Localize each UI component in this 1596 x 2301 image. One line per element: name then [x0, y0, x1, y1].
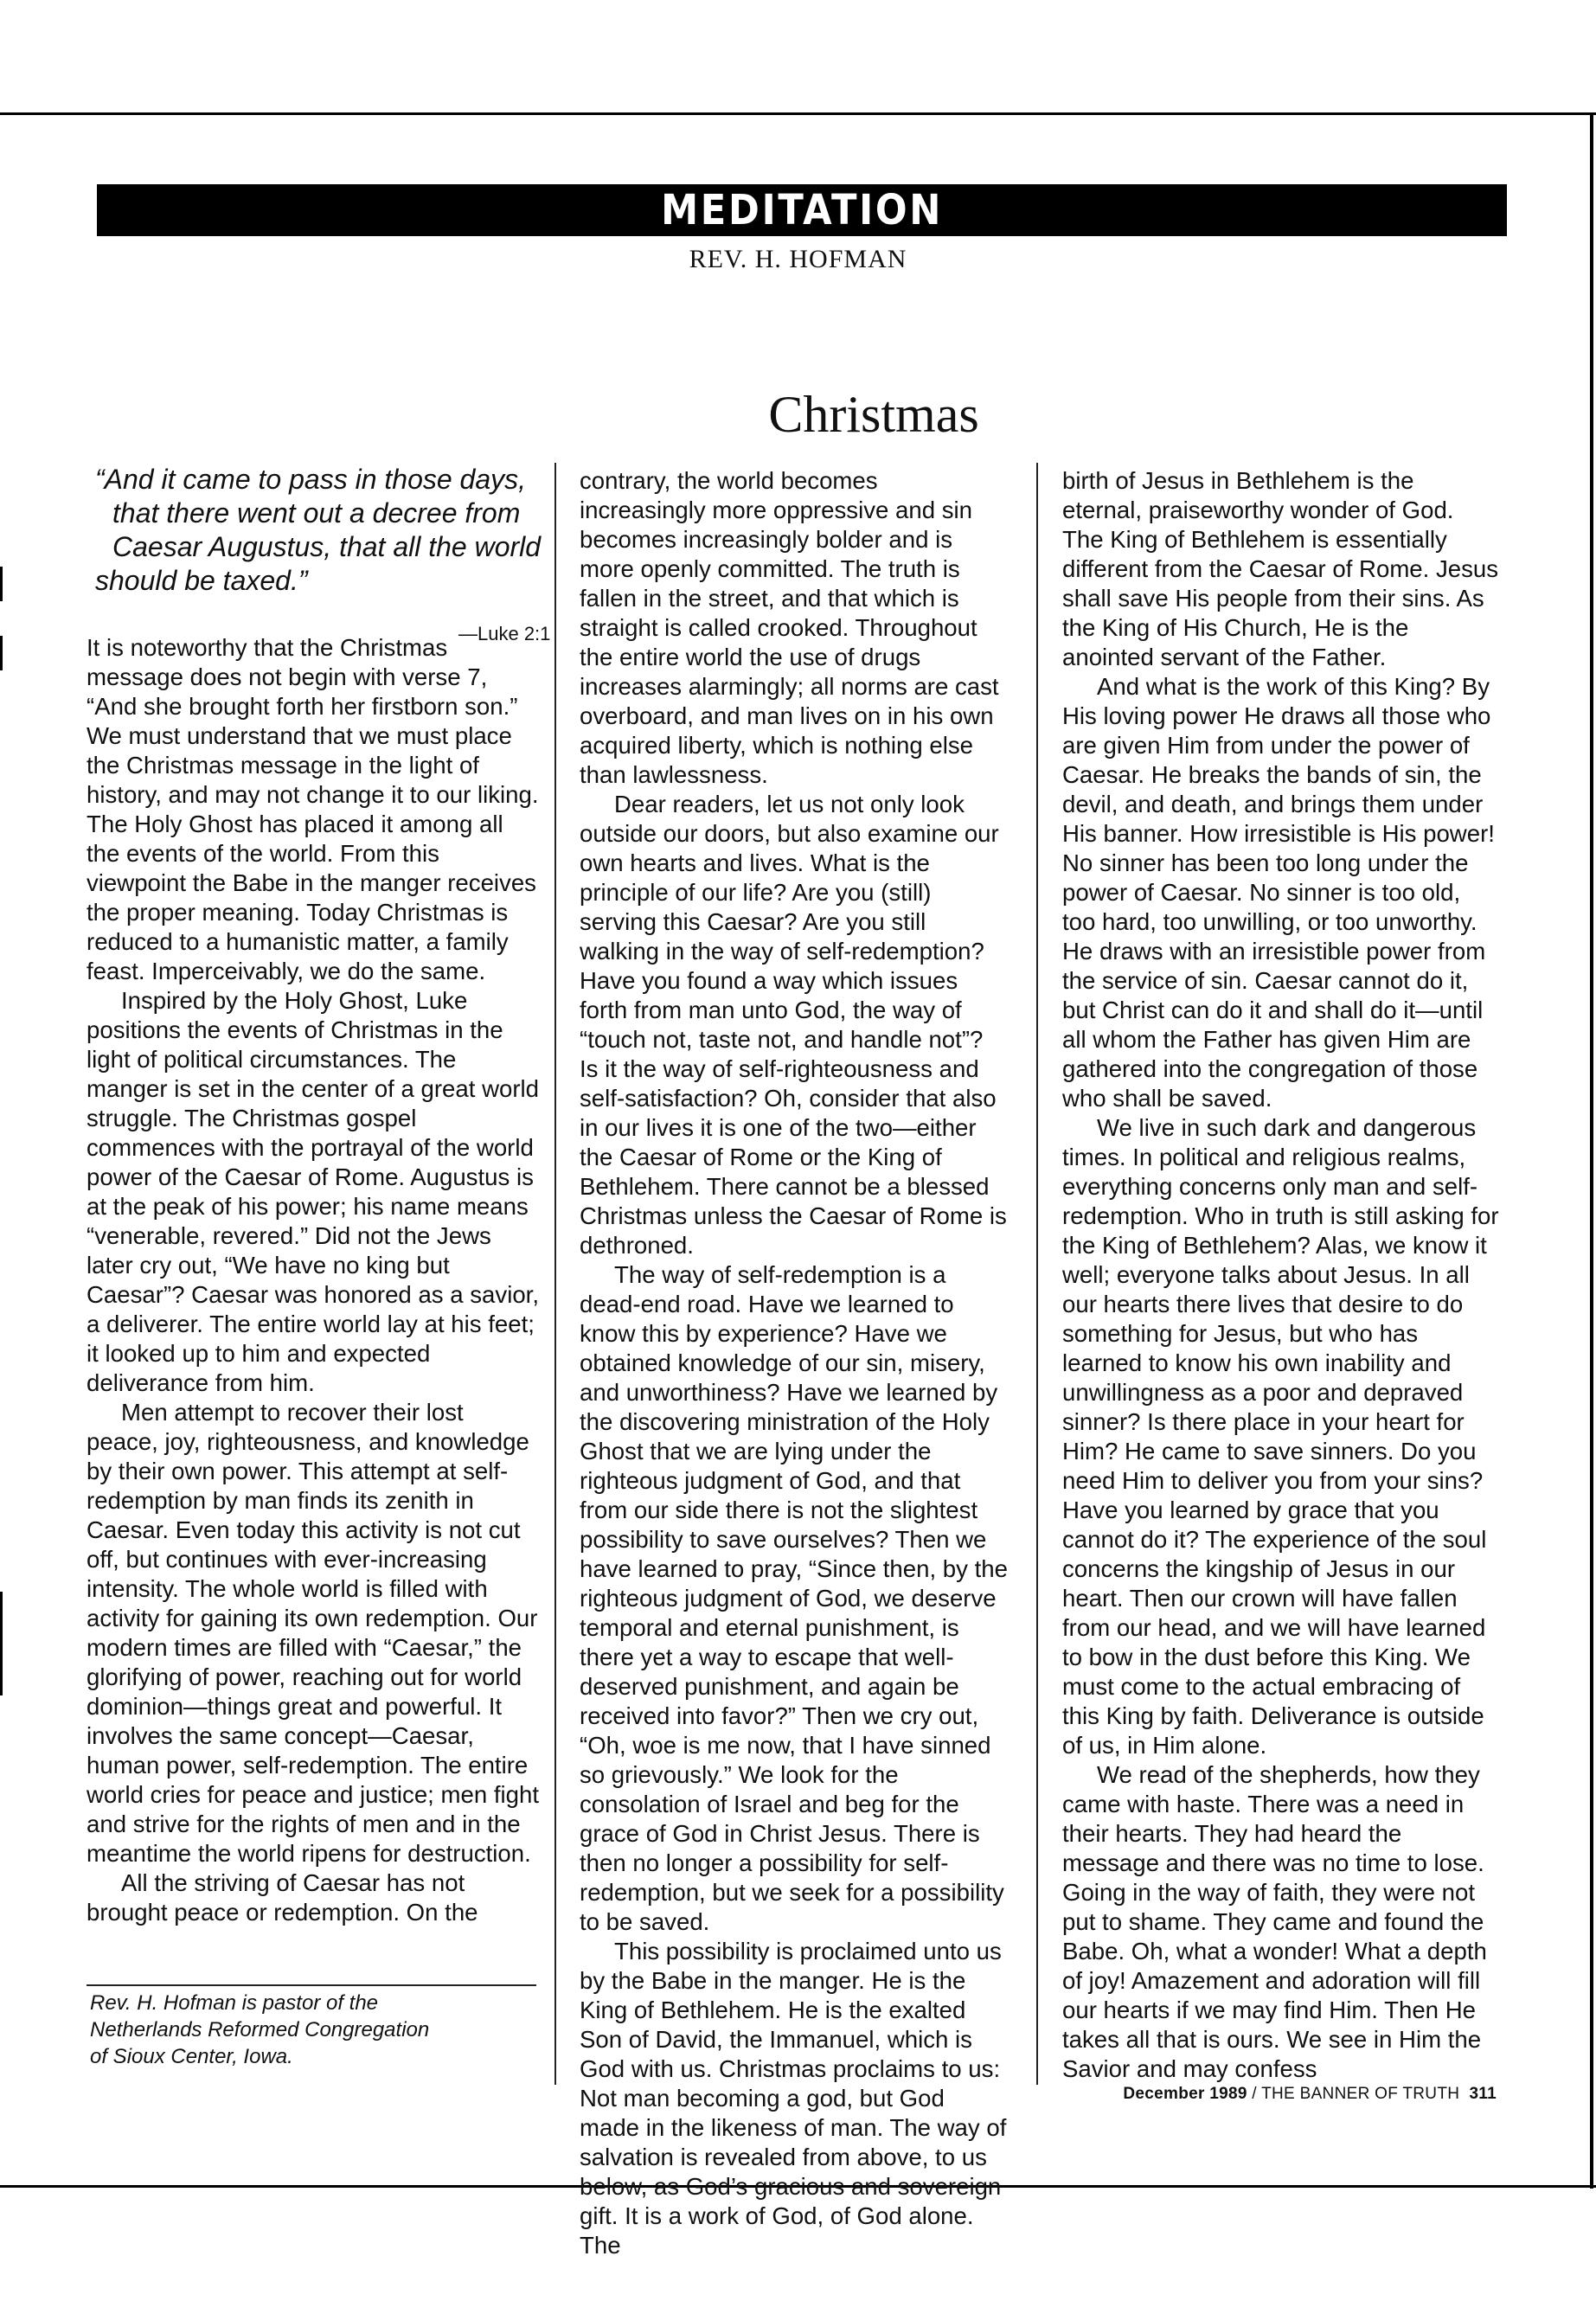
- paragraph: It is noteworthy that the Christmas message does not begin with verse 7, “And she brought forth her firstborn son.” We must understand that we must place the Christmas message in the light of history, and may not change it to our liking. The Holy Ghost has placed it among all the events of the world. From this viewpoint the Babe in the manger receives the proper meaning. Today Christmas is reduced to a humanistic matter, a family feast. Imperceivably, we do the same.: [87, 634, 539, 984]
- footer-date: December 1989: [1123, 2085, 1247, 2103]
- left-edge-mark: [0, 567, 3, 601]
- column-rule: [1036, 463, 1038, 2085]
- paragraph: We read of the shepherds, how they came with haste. There was a need in their hearts. They had heard the message and there was no time to lose. Going in the way of faith, they were not put to shame. They came and found the Babe. Oh, what a wonder! What a depth of joy! Amazement and adoration will fill our hearts if we may find Him. Then He takes all that is ours. We see in Him the Savior and may confess: [1062, 1761, 1487, 2082]
- section-title: MEDITATION: [660, 186, 944, 234]
- column-3: [1062, 466, 1499, 2084]
- paragraph: The way of self-redemption is a dead-end road. Have we learned to know this by experience? Have we obtained knowledge of our sin, misery, and unworthiness? Have we learned by the discovering ministration of the Holy Ghost that we are lying under the righteous judgment of God, and that from our side there is not the slightest possibility to save ourselves? Then we have learned to pray, “Since then, by the righteous judgment of God, we deserve temporal and eternal punishment, is there yet a way to escape that well-deserved punishment, and again be received into favor?” Then we cry out, “Oh, woe is me now, that I have sinned so grievously.” We look for the consolation of Israel and beg for the grace of God in Christ Jesus. There is then no longer a possibility for self-redemption, but we seek for a possibility to be saved.: [580, 1261, 1008, 1935]
- column-2: [580, 466, 1008, 2260]
- page-top-rule: [0, 112, 1596, 115]
- footnote-line: Rev. H. Hofman is pastor of the: [90, 1991, 379, 2015]
- author-footnote: [90, 1990, 540, 2070]
- paragraph: contrary, the world becomes increasingly more oppressive and sin becomes increasingly bolder and is more openly committed. The truth is fallen in the street, and that which is straight is called crooked. Throughout the entire world the use of drugs increases alarmingly; all norms are cast overboard, and man lives on in his own acquired liberty, which is nothing else than lawlessness.: [580, 467, 999, 788]
- paragraph: Inspired by the Holy Ghost, Luke positions the events of Christmas in the light of political circumstances. The manger is set in the center of a great world struggle. The Christmas gospel commences with the portrayal of the world power of the Caesar of Rome. Augustus is at the peak of his power; his name means “venerable, revered.” Did not the Jews later cry out, “We have no king but Caesar”? Caesar was honored as a savior, a deliverer. The entire world lay at his feet; it looked up to him and expected deliverance from him.: [87, 987, 540, 1396]
- epigraph: [95, 463, 545, 598]
- paragraph: And what is the work of this King? By His loving power He draws all those who are given Him from under the power of Caesar. He breaks the bands of sin, the devil, and death, and brings them under His banner. How irresistible is His power! No sinner has been too long under the power of Caesar. No sinner is too old, too hard, too unwilling, or too unworthy. He draws with an irresistible power from the service of sin. Caesar cannot do it, but Christ can do it and shall do it—until all whom the Father has given Him are gathered into the congregation of those who shall be saved.: [1062, 673, 1495, 1112]
- article-title: Christmas: [768, 386, 979, 443]
- author-byline: REV. H. HOFMAN: [689, 245, 907, 273]
- column-rule: [554, 463, 556, 2085]
- epigraph-reference: —Luke 2:1: [458, 623, 551, 644]
- paragraph: This possibility is proclaimed unto us by the Babe in the manger. He is the King of Bethlehem. He is the exalted Son of David, the Immanuel, which is God with us. Christmas proclaims to us: Not man becoming a god, but God made in the likeness of man. The way of salvation is revealed from above, to us below, as God’s gracious and sovereign gift. It is a work of God, of God alone. The: [580, 1938, 1007, 2259]
- paragraph: Men attempt to recover their lost peace, joy, righteousness, and knowledge by their own power. This attempt at self-redemption by man finds its zenith in Caesar. Even today this activity is not cut off, but continues with ever-increasing intensity. The whole world is filled with activity for gaining its own redemption. Our modern times are filled with “Caesar,” the glorifying of power, reaching out for world dominion—things great and powerful. It involves the same concept—Caesar, human power, self-redemption. The entire world cries for peace and justice; men fight and strive for the rights of men and in the meantime the world ripens for destruction.: [87, 1399, 540, 1867]
- paragraph: We live in such dark and dangerous times. In political and religious realms, everything concerns only man and self-redemption. Who in truth is still asking for the King of Bethlehem? Alas, we know it well; everyone talks about Jesus. In all our hearts there lives that desire to do something for Jesus, but who has learned to know his own inability and unwillingness as a poor and depraved sinner? Is there place in your heart for Him? He came to save sinners. Do you need Him to deliver you from your sins? Have you learned by grace that you cannot do it? The experience of the soul concerns the kingship of Jesus in our heart. Then our crown will have fallen from our head, and we will have learned to bow in the dust before this King. We must come to the actual embracing of this King by faith. Deliverance is outside of us, in Him alone.: [1062, 1114, 1499, 1759]
- left-edge-mark: [0, 636, 3, 670]
- footnote-rule: [87, 1984, 536, 1986]
- section-banner: [97, 184, 1507, 236]
- paragraph: All the striving of Caesar has not brought peace or redemption. On the: [87, 1869, 478, 1926]
- epigraph-line: Caesar Augustus, that all the world: [112, 531, 542, 562]
- paragraph: birth of Jesus in Bethlehem is the eternal, praiseworthy wonder of God. The King of Bethlehem is essentially different from the Caesar of Rome. Jesus shall save His people from their sins. As the King of His Church, He is the anointed servant of the Father.: [1062, 467, 1499, 670]
- page-right-rule: [1590, 112, 1593, 2189]
- footnote-line: Netherlands Reformed Congregation: [90, 2018, 430, 2041]
- column-1: [87, 633, 541, 1927]
- footer-publication: THE BANNER OF TRUTH: [1261, 2085, 1460, 2103]
- epigraph-line: should be taxed.”: [95, 565, 308, 596]
- epigraph-line: that there went out a decree from: [112, 497, 521, 529]
- left-edge-mark: [0, 1592, 3, 1695]
- epigraph-line: “And it came to pass in those days,: [95, 464, 527, 495]
- footnote-line: of Sioux Center, Iowa.: [90, 2045, 293, 2068]
- page-footer: [1116, 2085, 1497, 2104]
- footer-separator: /: [1247, 2085, 1262, 2103]
- page-number: 311: [1469, 2085, 1497, 2103]
- paragraph: Dear readers, let us not only look outside our doors, but also examine our own hearts and lives. What is the principle of our life? Are you (still) serving this Caesar? Are you still walking in the way of self-redemption? Have you found a way which issues forth from man unto God, the way of “touch not, taste not, and handle not”? Is it the way of self-righteousness and self-satisfaction? Oh, consider that also in our lives it is one of the two—either the Caesar of Rome or the King of Bethlehem. There cannot be a blessed Christmas unless the Caesar of Rome is dethroned.: [580, 791, 1007, 1259]
